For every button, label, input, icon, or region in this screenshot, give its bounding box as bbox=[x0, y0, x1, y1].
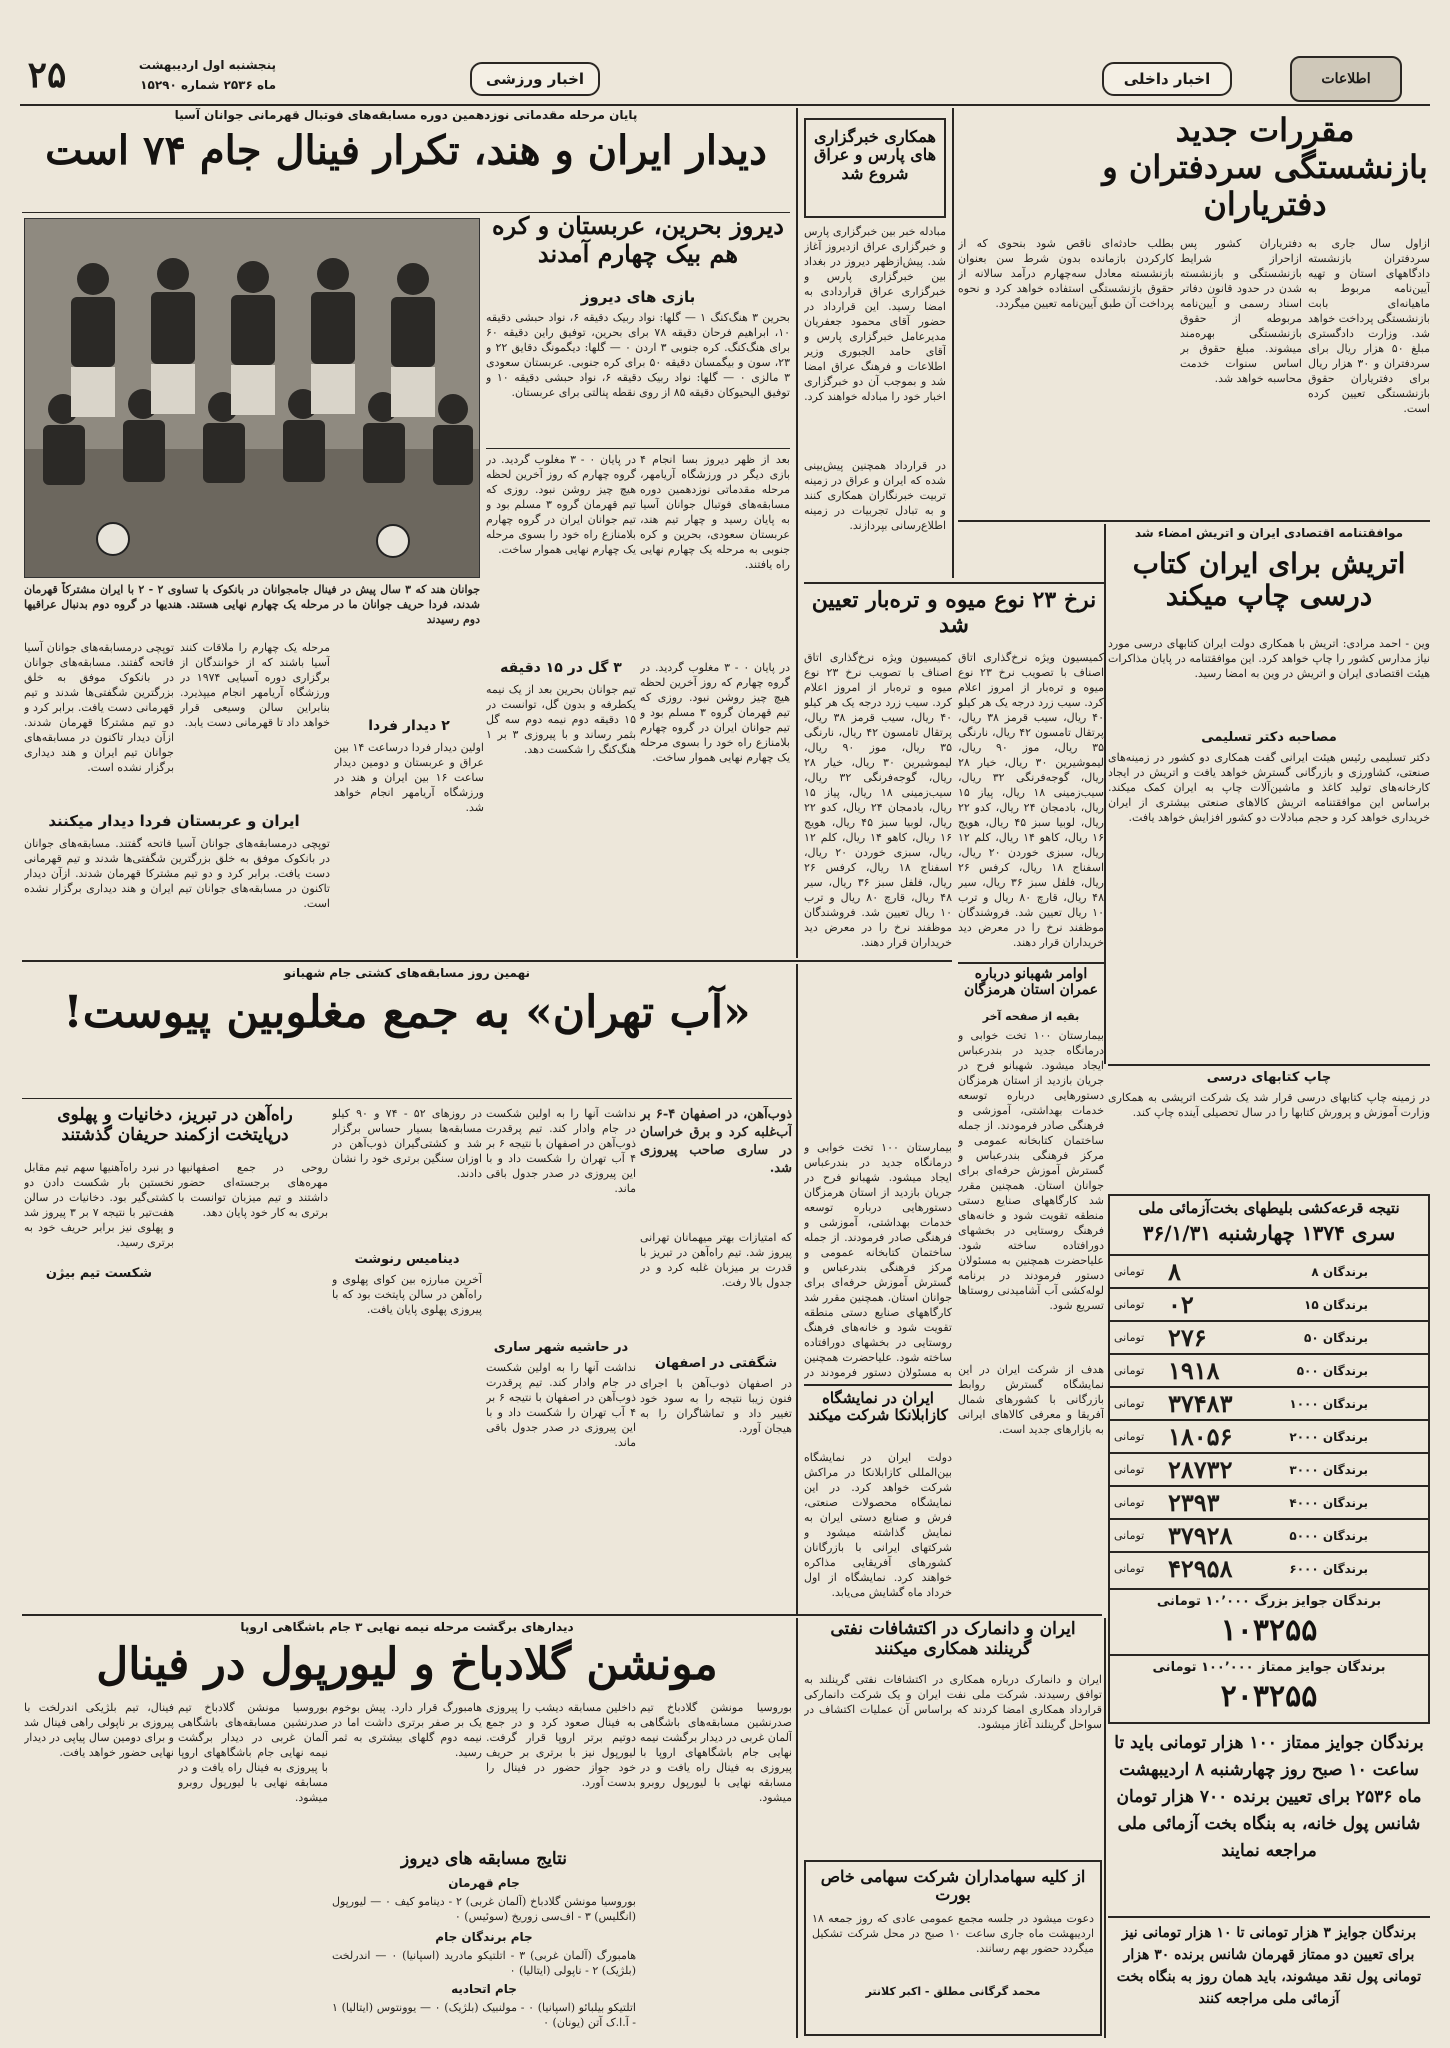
lottery-row-label: برندگان ۳۰۰۰ bbox=[1289, 1462, 1368, 1477]
lottery-row bbox=[1110, 1386, 1428, 1419]
lottery-row-number: ۱۹۱۸ bbox=[1168, 1356, 1220, 1385]
printing-title: چاپ کتابهای درسی bbox=[1206, 1070, 1332, 1085]
rail-headline: راه‌آهن در تبریز، دخانیات و پهلوی درپایتخت ازکمند حریفان گذشتند bbox=[57, 1105, 293, 1145]
lottery-notice-2: برندگان جوایز ۳ هزار تومانی تا ۱۰ هزار تومانی نیز برای تعیین دو ممتاز قهرمان شانس برنده ۳۰ هزار تومانی پول نقد میشوند، باید همان روز به بنگاه بخت آزمائی ملی مراجعه کنند bbox=[1116, 1925, 1422, 2007]
lottery-row-currency: تومانی bbox=[1114, 1265, 1145, 1278]
lottery-row-number: ۲۳۹۳ bbox=[1168, 1488, 1220, 1517]
games-title: بازی های دیروز bbox=[580, 288, 696, 306]
lottery-row-label: برندگان ۵۰۰ bbox=[1296, 1363, 1368, 1378]
lottery-row-number: ۴۲۹۵۸ bbox=[1168, 1554, 1233, 1583]
page-number: ۲۵ bbox=[27, 54, 67, 96]
ad-signature: محمد گرگانی مطلق - اکبر کلانتر bbox=[865, 1984, 1041, 1998]
lottery-row bbox=[1110, 1518, 1428, 1551]
water-body-2: نداشت آنها را به اولین شکست در جام وادار کند. تیم پرقدرت ذوب‌آهن در اصفهان با نتیجه ۶ بر ۴ آب تهران را شکست داد و با این پیروزی در صدر جدول باقی ماند. bbox=[486, 1107, 636, 1195]
lottery-row-label: برندگان ۶۰۰۰ bbox=[1289, 1561, 1368, 1576]
three-goals-title: ۳ گل در ۱۵ دقیقه bbox=[500, 660, 622, 676]
lottery-row-number: ۸ bbox=[1168, 1257, 1181, 1286]
lottery-row-label: برندگان ۲۰۰۰ bbox=[1289, 1429, 1368, 1444]
photo-caption: جوانان هند که ۳ سال پیش در فینال جامجوانان در بانکوک با تساوی ۲ - ۲ با ایران مشترکاً قهرمان شدند، فردا حریف جوانان ما در مرحله یک چهارم نهایی هستند. هندیها در گروه دوم بدنبال عراقیها دوم رسیدند bbox=[24, 583, 480, 626]
domestic-section-tag: اخبار داخلی bbox=[1102, 62, 1232, 96]
ad-title: از کلیه سهامداران شرکت سهامی خاص بورت bbox=[820, 1867, 1086, 1905]
hormozgan-headline: اوامر شهبانو درباره عمران استان هرمزگان bbox=[963, 966, 1099, 999]
lottery-row-number: ۰۲ bbox=[1168, 1290, 1194, 1319]
lottery-row-number: ۱۸۰۵۶ bbox=[1168, 1422, 1233, 1451]
sari-text: نداشت آنها را به اولین شکست در جام وادار کند. تیم پرقدرت ذوب‌آهن در اصفهان با نتیجه ۶ بر ۴ آب تهران را شکست داد و با این پیروزی در صدر جدول باقی ماند. bbox=[486, 1361, 636, 1449]
europe-body-2: داخلین مسابقه دیشب را پیروزی به فینال صعود کرد و در جمع دوتیم برتر اروپا قرار گرفت. لیورپول نیز با برتری بر حریف خود جواز حضور در فینال را بدست آورد. bbox=[486, 1701, 636, 1789]
results-sub: جام قهرمان bbox=[448, 1876, 520, 1890]
hormozgan-sub: بقیه از صفحه آخر bbox=[982, 1010, 1080, 1023]
lottery-row-label: برندگان ۱۰۰۰ bbox=[1289, 1396, 1368, 1411]
iran-india-history: توپچی درمسابقه‌های جوانان آسیا فاتحه گفتند. مسابقه‌های جوانان در بانکوک موفق به خلق بزرگترین شگفتی‌ها شدند و تیم قهرمانی دست یافت. برابر کرد و دو تیم مشترکا قهرمان شدند. ازآن دیدار تاکنون در مسابقه‌های جوانان تیم ایران و هند دیداری برگزار نشده است. bbox=[24, 641, 174, 774]
lottery-row bbox=[1110, 1320, 1428, 1353]
sports-body-col-d: در پایان ۰ - ۳ مغلوب گردید. در گروه چهارم که روز آخرین لحظه هیچ چیز روشن نبود. روزی که تیم قهرمان گروه ۳ مسلم بود و تیم جوانان ایران در گروه چهارم بلامنازع راه خود را بسوی مرحله یک چهارم نهایی هموار ساخت. bbox=[640, 661, 790, 764]
lottery-row-number: ۲۸۷۳۲ bbox=[1168, 1455, 1233, 1484]
lottery-row-currency: تومانی bbox=[1114, 1364, 1145, 1377]
lottery-row-label: برندگان ۵۰۰۰ bbox=[1289, 1528, 1368, 1543]
grand-prize-label: برندگان جوایز بزرگ ۱۰٬۰۰۰ تومانی bbox=[1156, 1594, 1382, 1609]
hormozgan-body-2: بیمارستان ۱۰۰ تخت خوابی و درمانگاه جدید در بندرعباس ایجاد میشود. شهبانو فرح در جریان بازدید از استان هرمزگان دستورهایی درباره توسعه خدمات بهداشتی، آموزشی و فرهنگی صادر فرمودند. از جمله ساختمان کتابخانه عمومی و مرکز فرهنگی بندرعباس و گسترش آموزش حرفه‌ای برای جوانان استان. همچنین مقرر شد کارگاههای صنایع دستی منطقه تقویت شود و خانه‌های فرهنگ روستایی در بخشهای دورافتاده ساخته شود. علیاحضرت همچنین به مسئولان دستور فرمودند در bbox=[804, 1141, 952, 1379]
date-line: پنجشنبه اول اردیبهشت bbox=[138, 58, 276, 72]
sports-section-tag: اخبار ورزشی bbox=[470, 62, 600, 96]
europe-body-1: بوروسیا مونشن گلادباخ تیم صدرنشین مسابقه‌های باشگاهی آلمان غربی در دیدار برگشت نیمه نهایی جام باشگاههای اروپا با پیروزی به فینال راه یافت و در مسابقه نهایی با لیورپول روبرو میشود. bbox=[640, 1701, 792, 1804]
interview-title: مصاحبه دکتر تسلیمی bbox=[1201, 730, 1337, 745]
lottery-title: نتیجه قرعه‌کشی بلیطهای بخت‌آزمائی ملی bbox=[1138, 1199, 1400, 1217]
dyn-title: دینامیس رنوشت bbox=[354, 1252, 460, 1267]
lottery-row bbox=[1110, 1485, 1428, 1518]
fruit-headline: نرخ ۲۳ نوع میوه و تره‌بار تعیین شد bbox=[811, 587, 1097, 639]
lottery-row-label: برندگان ۵۰ bbox=[1304, 1330, 1368, 1345]
lottery-series: سری ۱۳۷۴ چهارشنبه ۳۶/۱/۳۱ bbox=[1142, 1221, 1396, 1245]
shareholders-ad bbox=[804, 1860, 1102, 2036]
grand-prize-number: ۱۰۳۲۵۵ bbox=[1220, 1613, 1318, 1648]
news-agencies-body-2: در قرارداد همچنین پیش‌بینی شده که ایران و عراق در زمینه تربیت خبرنگاران همکاری کنند و به تبادل تجربیات در زمینه اطلاع‌رسانی بپردازند. bbox=[804, 459, 946, 532]
rail-sub: شکست تیم بیژن bbox=[45, 1266, 153, 1281]
lottery-row-currency: تومانی bbox=[1114, 1496, 1145, 1509]
ad-text: دعوت میشود در جلسه مجمع عمومی عادی که روز جمعه ۱۸ اردیبهشت ماه جاری ساعت ۱۰ صبح در محل شرکت تشکیل میگردد حضور بهم رسانند. bbox=[812, 1911, 1094, 1955]
lottery-row-currency: تومانی bbox=[1114, 1298, 1145, 1311]
team-photo-illustration bbox=[24, 219, 479, 578]
europe-body-3: هامبورگ قرار دارد. پیش بوخوم یک بر صفر برتری داشت اما در نیمه دوم گلهای بیشتری به ثمر رسید. bbox=[332, 1701, 482, 1759]
three-goals-text: تیم جوانان بحرین بعد از یک نیمه یکطرفه و بدون گل، توانست در ۱۵ دقیقه دوم نیمه دوم سه گل بثمر رساند و با پیروزی ۳ بر ۱ هنگ‌کنگ را شکست دهد. bbox=[486, 683, 636, 756]
lottery-row-label: برندگان ۴۰۰۰ bbox=[1289, 1495, 1368, 1510]
lottery-row-label: برندگان ۸ bbox=[1311, 1264, 1368, 1279]
lottery-row-currency: تومانی bbox=[1114, 1463, 1145, 1476]
oil-body: ایران و دانمارک درباره همکاری در اکتشافات نفتی گرینلند به توافق رسیدند. شرکت ملی نفت ایران و یک شرکت دانمارکی قرارداد همکاری امضا کردند که براساس آن عملیات اکتشاف در سواحل گرینلند آغاز میشود. bbox=[804, 1673, 1102, 1731]
sports-kicker: پایان مرحله مقدماتی نوزدهمین دوره مسابقه‌های فوتبال قهرمانی جوانان آسیا bbox=[174, 108, 638, 122]
lottery-row-label: برندگان ۱۵ bbox=[1304, 1297, 1368, 1312]
newspaper-logo bbox=[1290, 56, 1402, 102]
casablanca-body: دولت ایران در نمایشگاه بین‌المللی کازابلانکا در مراکش شرکت خواهد کرد. در این نمایشگاه محصولات صنعتی، فرش و صنایع دستی ایران به نمایش گذاشته میشود و شرکتهای ایرانی با بازرگانان کشورهای آفریقایی مذاکره خواهند کرد. نمایشگاه از اول خرداد ماه گشایش می‌یابد. bbox=[804, 1451, 952, 1599]
water-headline: «آب تهران» به جمع مغلوبین پیوست! bbox=[63, 987, 751, 1038]
lottery-row bbox=[1110, 1419, 1428, 1452]
tomorrow-title: ۲ دیدار فردا bbox=[368, 718, 450, 734]
super-prize-label: برندگان جوایز ممتاز ۱۰۰٬۰۰۰ تومانی bbox=[1152, 1660, 1386, 1675]
interview-text: دکتر تسلیمی رئیس هیئت ایرانی گفت همکاری دو کشور در زمینه‌های صنعتی، کشاورزی و بازرگانی گسترش خواهد یافت و اتریش در ایجاد کارخانه‌های تولید کاغذ و ماشین‌آلات چاپ به ایران کمک میکند. براساس این موافقتنامه اتریش کالاهای صنعتی بیشتری از ایران خریداری خواهد کرد و حجم مبادلات دو کشور افزایش خواهد یافت. bbox=[1108, 751, 1430, 824]
news-agencies-body: مبادله خبر بین خبرگزاری پارس و خبرگزاری عراق ازدیروز آغاز شد. پیش‌ازظهر دیروز در بغداد بین خبرگزاری پارس و خبرگزاری عراق قراردادی به امضا رسید. این قرارداد در حضور آقای محمود جعفریان مدیرعامل خبرگزاری پارس و آقای حامد الجبوری وزیر اطلاعات و فرهنگ عراق امضا شد و بموجب آن دو خبرگزاری اخبار خود را مبادله خواهند کرد. bbox=[804, 225, 946, 403]
casablanca-headline: ایران در نمایشگاه کازابلانکا شرکت میکند bbox=[808, 1389, 948, 1425]
results-text-3: اتلتیکو بیلبائو (اسپانیا) ۰ - مولنبیک (بلژیک) ۰ — یوونتوس (ایتالیا) ۱ - آ.ا.ک آتن (یونان) ۰ bbox=[332, 2001, 636, 2029]
isfahan-title: شگفتی در اصفهان bbox=[654, 1356, 778, 1371]
europe-body-5: بوروسیا مونشن گلادباخ تیم صدرنشین مسابقه‌های باشگاهی آلمان غربی در دیدار برگشت نیمه نهایی جام باشگاههای اروپا با پیروزی به فینال راه یافت و در مسابقه نهایی با لیورپول روبرو میشود. bbox=[178, 1701, 328, 1804]
fruit-body-col-1: کمیسیون ویژه نرخ‌گذاری اتاق اصناف با تصویب نرخ ۲۳ نوع میوه و تره‌بار از امروز اعلام کرد. سیب زرد درجه یک هر کیلو ۴۰ ریال، سیب قرمز ۳۸ ریال، پرتقال تامسون ۴۲ ریال، نارنگی ۳۵ ریال، موز ۹۰ ریال، لیموشیرین ۳۰ ریال، خیار ۲۸ ریال، گوجه‌فرنگی ۳۲ ریال، سیب‌زمینی ۱۸ ریال، پیاز ۱۵ ریال، بادمجان ۲۴ ریال، کدو ۲۲ ریال، لوبیا سبز ۴۵ ریال، هویج ۱۶ ریال، کاهو ۱۴ ریال، کلم ۱۲ ریال، سبزی خوردن ۲۰ ریال، اسفناج ۱۸ ریال، کرفس ۲۶ ریال، فلفل سبز ۳۶ ریال، سیر ۴۸ ریال، قارچ ۸۰ ریال و ترب ۱۰ ریال تعیین شد. فروشندگان موظفند نرخ را در معرض دید خریداران قرار دهند. bbox=[958, 651, 1104, 949]
europe-body-4: فینال، تیم بلژیکی اندرلخت با پیروزی بر ناپولی راهی فینال شد و برای دومین سال پیاپی در دیدار نهایی حضور خواهد یافت. bbox=[24, 1701, 174, 1759]
issue-line: ماه ۲۵۳۶ شماره ۱۵۲۹۰ bbox=[140, 78, 276, 92]
lottery-row bbox=[1110, 1254, 1428, 1287]
lottery-row-number: ۳۷۴۸۳ bbox=[1168, 1389, 1233, 1418]
youth-team-photo bbox=[24, 218, 480, 578]
results-sub-2: جام برندگان جام bbox=[435, 1930, 533, 1944]
lottery-row bbox=[1110, 1551, 1428, 1584]
sports-body-col-a: در پایان ۰ - ۳ مغلوب گردید. در گروه چهارم که روز آخرین لحظه هیچ چیز روشن نبود. روزی که تیم قهرمان گروه ۳ مسلم بود و تیم جوانان ایران در گروه چهارم بلامنازع راه خود را بسوی مرحله یک چهارم نهایی هموار ساخت. bbox=[486, 453, 636, 556]
wrestling-body-5: روحی در جمع اصفهانیها مهره‌های برجسته‌ای حضور داشتند و تیم میزبان توانست با برتری به کار خود پایان دهد. bbox=[178, 1161, 328, 1219]
austria-headline: اتریش برای ایران کتاب درسی چاپ میکند bbox=[1132, 547, 1406, 613]
lottery-row-number: ۲۷۶ bbox=[1168, 1323, 1207, 1352]
printing-text: در زمینه چاپ کتابهای درسی قرار شد یک شرکت اتریشی به همکاری وزارت آموزش و پرورش کتابها را در سال تحصیلی آینده چاپ کند. bbox=[1108, 1091, 1430, 1119]
austria-kicker: موافقتنامه اقتصادی ایران و اتریش امضاء شد bbox=[1134, 526, 1404, 540]
iran-saudi-title: ایران و عربستان فردا دیدار میکنند bbox=[48, 812, 300, 830]
austria-body: وین - احمد مرادی: اتریش با همکاری دولت ایران کتابهای درسی مورد نیاز مدارس کشور را چاپ خواهد کرد. این موافقتنامه در پایان مذاکرات هیئت اقتصادی ایران و اتریش در وین به امضا رسید. bbox=[1108, 637, 1430, 680]
oil-headline: ایران و دانمارک در اکتشافات نفتی گرینلند همکاری میکنند bbox=[830, 1619, 1076, 1659]
games-results: بحرین ۳ هنگ‌کنگ ۱ — گلها: نواد ربیک دقیقه ۶، نواد حبشی دقیقه ۱۰، ابراهیم فرحان دقیقه ۷۸ برای بحرین، توفیق راین دقیقه ۶۰ برای هنگ‌کنگ. کره جنوبی ۳ اردن ۰ — گلها: دیگمونگ دقایق ۲۲ و ۲۳، سون و بیگمسان دقیقه ۵۰ برای کره جنوبی. عربستان سعودی ۳ مالزی ۰ — گلها: نواد ربیک دقیقه ۶، نواد حبشی دقیقه ۱۰ و توفیق الیحیوکان دقیقه ۸۵ از روی نقطه پنالتی برای عربستان. bbox=[486, 311, 790, 399]
sports-subheadline: دیروز بحرین، عربستان و کره هم بیک چهارم آمدند bbox=[492, 211, 784, 268]
lottery-box bbox=[1108, 1194, 1430, 1724]
iran-saudi-text: توپچی درمسابقه‌های جوانان آسیا فاتحه گفتند. مسابقه‌های جوانان در بانکوک موفق به خلق بزرگترین شگفتی‌ها شدند و تیم قهرمانی دست یافت. برابر کرد و دو تیم مشترکا قهرمان شدند. ازآن دیدار تاکنون در مسابقه‌های جوانان تیم ایران و هند دیداری برگزار نشده است. bbox=[24, 837, 330, 910]
isfahan-text: در اصفهان ذوب‌آهن با اجرای فنون زیبا نتیجه را به سود خود تغییر داد و تماشاگران را به هیجان آورد. bbox=[640, 1377, 792, 1435]
sports-headline: دیدار ایران و هند، تکرار فینال جام ۷۴ است bbox=[45, 127, 767, 174]
water-kicker: نهمین روز مسابقه‌های کشتی جام شهبانو bbox=[283, 966, 531, 980]
news-agencies-headline: همکاری خبرگزاری های پارس و عراق شروع شد bbox=[804, 118, 946, 218]
results-title: نتایج مسابقه های دیروز bbox=[401, 1849, 567, 1869]
lottery-row-currency: تومانی bbox=[1114, 1430, 1145, 1443]
europe-headline: مونشن گلادباخ و لیورپول در فینال bbox=[96, 1639, 718, 1690]
europe-kicker: دیدارهای برگشت مرحله نیمه نهایی ۳ جام باشگاهی اروپا bbox=[240, 1620, 574, 1634]
fruit-body-col-2: کمیسیون ویژه نرخ‌گذاری اتاق اصناف با تصویب نرخ ۲۳ نوع میوه و تره‌بار از امروز اعلام کرد. سیب زرد درجه یک هر کیلو ۴۰ ریال، سیب قرمز ۳۸ ریال، پرتقال تامسون ۴۲ ریال، نارنگی ۳۵ ریال، موز ۹۰ ریال، لیموشیرین ۳۰ ریال، خیار ۲۸ ریال، گوجه‌فرنگی ۳۲ ریال، سیب‌زمینی ۱۸ ریال، پیاز ۱۵ ریال، بادمجان ۲۴ ریال، کدو ۲۲ ریال، لوبیا سبز ۴۵ ریال، هویج ۱۶ ریال، کاهو ۱۴ ریال، کلم ۱۲ ریال، سبزی خوردن ۲۰ ریال، اسفناج ۱۸ ریال، کرفس ۲۶ ریال، فلفل سبز ۳۶ ریال، سیر ۴۸ ریال، قارچ ۸۰ ریال و ترب ۱۰ ریال تعیین شد. فروشندگان موظفند نرخ را در معرض دید خریداران قرار دهند. bbox=[804, 651, 952, 949]
retirement-col-2: دفتریاران کشور پس ازاحراز شرایط بازنشستگی و بازنشسته شدن در حدود قانون دفاتر اسناد رسمی و آیین‌نامه مربوطه از حقوق بازنشستگی بهره‌مند میشوند. مبلغ حقوق بر اساس سنوات خدمت محاسبه خواهد شد. bbox=[1180, 237, 1302, 385]
retirement-headline: مقررات جدید بازنشستگی سردفتران و دفتریاران bbox=[1102, 111, 1428, 223]
results-text-2: هامبورگ (آلمان غربی) ۳ - اتلتیکو مادرید (اسپانیا) ۰ — اندرلخت (بلژیک) ۲ - ناپولی (ایتالیا) ۰ bbox=[332, 1949, 636, 1977]
results-sub-3: جام اتحادیه bbox=[451, 1982, 517, 1996]
lottery-row bbox=[1110, 1353, 1428, 1386]
rail-text: در نبرد راه‌آهنیها سهم تیم مقابل نخستین بار شکست دادن دو کشتی‌گیر بود. دخانیات در سالن هفت‌تیر با نتیجه ۷ بر ۳ پیروز شد و پهلوی نیز برابر حریف خود به برتری رسید. bbox=[24, 1161, 174, 1249]
hormozgan-body: بیمارستان ۱۰۰ تخت خوابی و درمانگاه جدید در بندرعباس ایجاد میشود. شهبانو فرح در جریان بازدید از استان هرمزگان دستورهایی درباره توسعه خدمات بهداشتی، آموزشی و فرهنگی صادر فرمودند. از جمله ساختمان کتابخانه عمومی و مرکز فرهنگی بندرعباس و گسترش آموزش حرفه‌ای برای جوانان استان. همچنین مقرر شد کارگاههای صنایع دستی منطقه تقویت شود و خانه‌های فرهنگ روستایی در بخشهای دورافتاده ساخته شود. علیاحضرت همچنین به مسئولان دستور فرمودند در برنامه لوله‌کشی آب آشامیدنی روستاها تسریع شود. bbox=[958, 1029, 1104, 1312]
tomorrow-text: اولین دیدار فردا درساعت ۱۴ بین عراق و عربستان و دومین دیدار ساعت ۱۶ بین ایران و هند در ورزشگاه آریامهر انجام خواهد شد. bbox=[334, 741, 484, 814]
lottery-row-number: ۳۷۹۲۸ bbox=[1168, 1521, 1233, 1550]
lottery-row-currency: تومانی bbox=[1114, 1529, 1145, 1542]
logo-text: اطلاعات bbox=[1321, 71, 1371, 87]
sari-title: در حاشیه شهر ساری bbox=[493, 1340, 629, 1355]
lottery-row bbox=[1110, 1287, 1428, 1320]
casablanca-body-2: هدف از شرکت ایران در این نمایشگاه گسترش روابط بازرگانی با کشورهای شمال آفریقا و معرفی کالاهای ایرانی به بازارهای جدید است. bbox=[958, 1363, 1104, 1436]
lottery-notice: برندگان جوایز ممتاز ۱۰۰ هزار تومانی باید تا ساعت ۱۰ صبح روز چهارشنبه ۸ اردیبهشت ماه ۲۵۳۶ برای تعیین برنده ۷۰۰ هزار تومان شانس پول خانه، به بنگاه بخت آزمائی ملی مراجعه نمایند bbox=[1114, 1733, 1424, 1861]
wrestling-body-4: که امتیازات بهتر میهمانان تهرانی پیروز شد. تیم راه‌آهن در تبریز با قدرت بر میزبان غلبه کرد و در جدول بالا رفت. bbox=[640, 1231, 792, 1289]
results-text: بوروسیا مونشن گلادباخ (آلمان غربی) ۲ - دینامو کیف ۰ — لیورپول (انگلیس) ۳ - اف‌سی زوریخ (سوئیس) ۰ bbox=[332, 1895, 636, 1923]
lottery-row-currency: تومانی bbox=[1114, 1562, 1145, 1575]
super-prize-number: ۲۰۳۲۵۵ bbox=[1220, 1679, 1318, 1714]
sports-body-col-c: مرحله یک چهارم را ملاقات کنند آسیا باشند که از خوانندگان از برگزاری دوره آسیایی ۱۹۷۴ در ورزشگاه آریامهر انجام میپذیرد. بنابراین سالن وسیعی قرار خواهد داد تا قهرمانی دست یابد. bbox=[180, 641, 330, 729]
retirement-col-3: بطلب حادثه‌ای ناقص شود بنحوی که از کارکردن بازمانده بدون شرط سن بعنوان بازنشسته معادل سه‌چهارم درآمد سالانه از حقوق بازنشستگی استفاده خواهد کرد و نحوه پرداخت آن طبق آیین‌نامه تعیین میگردد. bbox=[958, 237, 1174, 310]
lottery-table bbox=[1110, 1254, 1428, 1584]
water-body-3: در روزهای ۵۲ - ۷۴ و ۹۰ کیلو مسابقه‌ها بسیار حساس برگزار شد و کشتی‌گیران ذوب‌آهن در اوزان سنگین برتری خود را نشان دادند. bbox=[332, 1107, 482, 1180]
lottery-row bbox=[1110, 1452, 1428, 1485]
retirement-col-1: ازاول سال جاری به سردفتران بازنشسته دادگاههای استان و تهیه آیین‌نامه مربوط به ماهیانه‌ای بابت بازنشستگی پرداخت خواهد شد. وزارت دادگستری مبلغ ۵۰ هزار ریال برای سردفتران و ۳۰ هزار ریال برای دفتریاران حقوق بازنشستگی تعیین کرده است. bbox=[1308, 237, 1430, 415]
sports-body-col-b: بعد از ظهر دیروز بسا انجام ۴ بازی دیگر در ورزشگاه آریامهر، مرحله مقدماتی نوزدهمین دوره مسابقه‌های فوتبال جوانان آسیا به پایان رسید و چهار تیم هند، عربستان سعودی، بحرین و کره جنوبی به مرحله یک چهارم نهایی راه یافتند. bbox=[640, 453, 790, 571]
lottery-row-currency: تومانی bbox=[1114, 1331, 1145, 1344]
dyn-text: آخرین مبارزه بین کوای پهلوی و راه‌آهن در سالن پایتخت بود که با پیروزی پهلوی پایان یافت. bbox=[332, 1273, 482, 1316]
water-lead: ذوب‌آهن، در اصفهان ۴-۶ بر آب‌غلبه کرد و برق خراسان در ساری صاحب پیروزی شد. bbox=[640, 1107, 792, 1176]
lottery-row-currency: تومانی bbox=[1114, 1397, 1145, 1410]
